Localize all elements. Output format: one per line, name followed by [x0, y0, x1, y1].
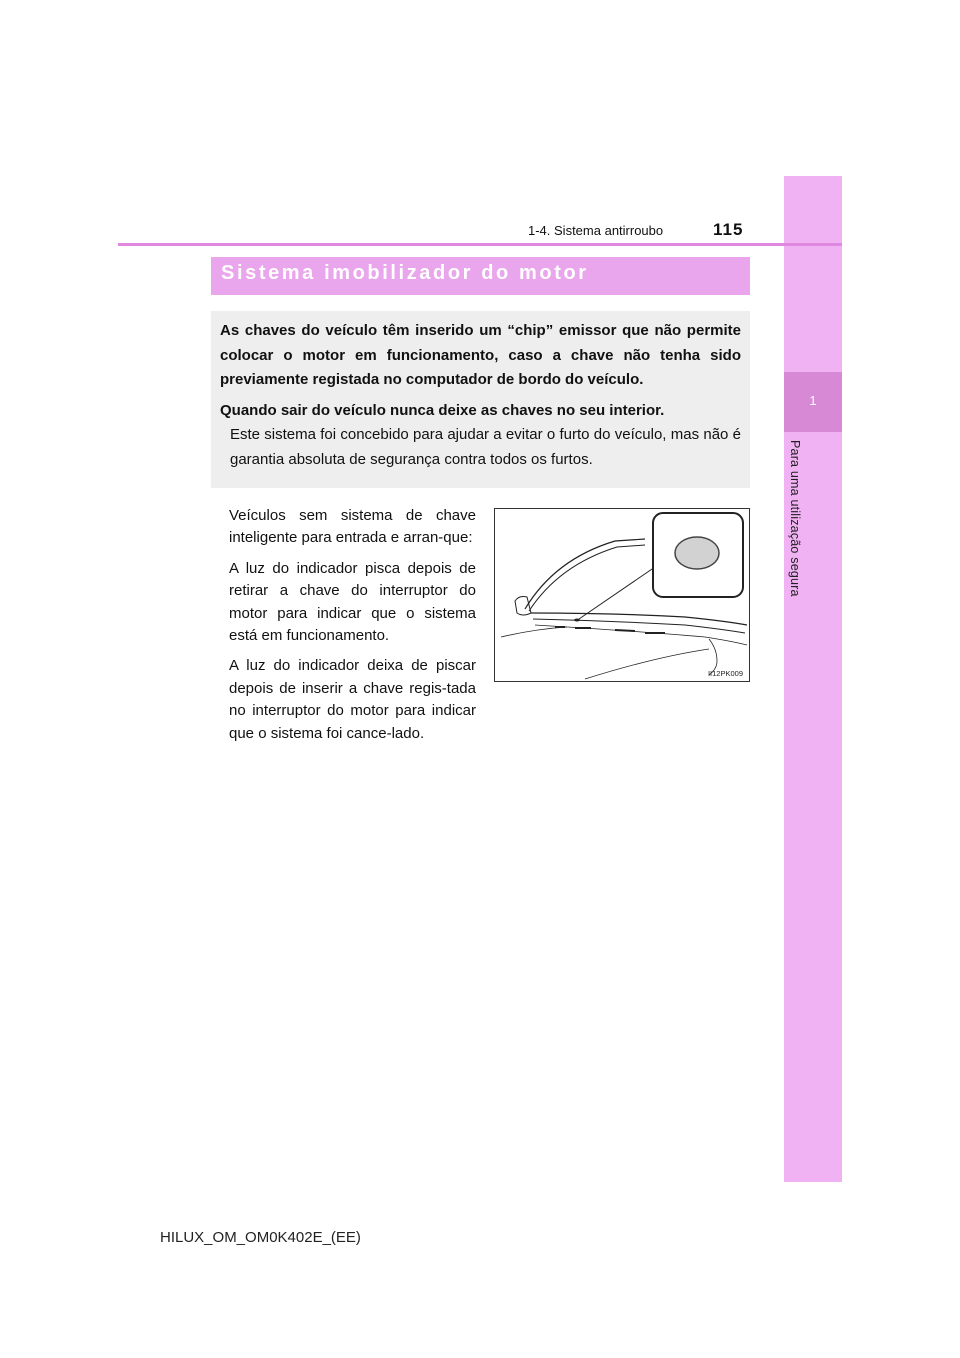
- body-paragraph-3: A luz do indicador deixa de piscar depois de inserir a chave regis-tada no interruptor do motor para indicar que o sistema foi cance-lado.: [229, 657, 476, 742]
- chapter-title: Para uma utilização segura: [788, 440, 802, 597]
- figure-code: II12PK009: [707, 669, 743, 678]
- indicator-light-figure: [494, 508, 750, 682]
- body-text: [229, 505, 476, 753]
- section-label: 1-4. Sistema antirroubo: [528, 223, 664, 238]
- info-bold-paragraph-2: Quando sair do veículo nunca deixe as chaves no seu interior.: [220, 401, 665, 419]
- info-note: Este sistema foi concebido para ajudar a evitar o furto do veículo, mas não é garantia absoluta de segurança contra todos os furtos.: [230, 426, 741, 468]
- chapter-tab: [784, 372, 842, 432]
- body-paragraph-2: A luz do indicador pisca depois de retirar a chave do interruptor do motor para indicar que o sistema está em funcionamento.: [229, 559, 476, 645]
- dashboard-illustration: [495, 509, 749, 681]
- info-bold-paragraph-1: As chaves do veículo têm inserido um “chip” emissor que não permite colocar o motor em funcionamento, caso a chave não tenha sido previamente registada no computador de bordo do veículo.: [220, 322, 741, 388]
- page-number: 115: [713, 220, 744, 239]
- header-rule: [118, 243, 842, 246]
- body-paragraph-1: Veículos sem sistema de chave inteligente para entrada e arran-que:: [229, 507, 476, 547]
- page-title: Sistema imobilizador do motor: [221, 262, 589, 284]
- info-box: [211, 311, 750, 488]
- document-code: HILUX_OM_OM0K402E_(EE): [160, 1229, 361, 1246]
- chapter-number: 1: [809, 393, 817, 408]
- chapter-sidebar: [784, 176, 842, 1182]
- title-bar: [211, 257, 750, 295]
